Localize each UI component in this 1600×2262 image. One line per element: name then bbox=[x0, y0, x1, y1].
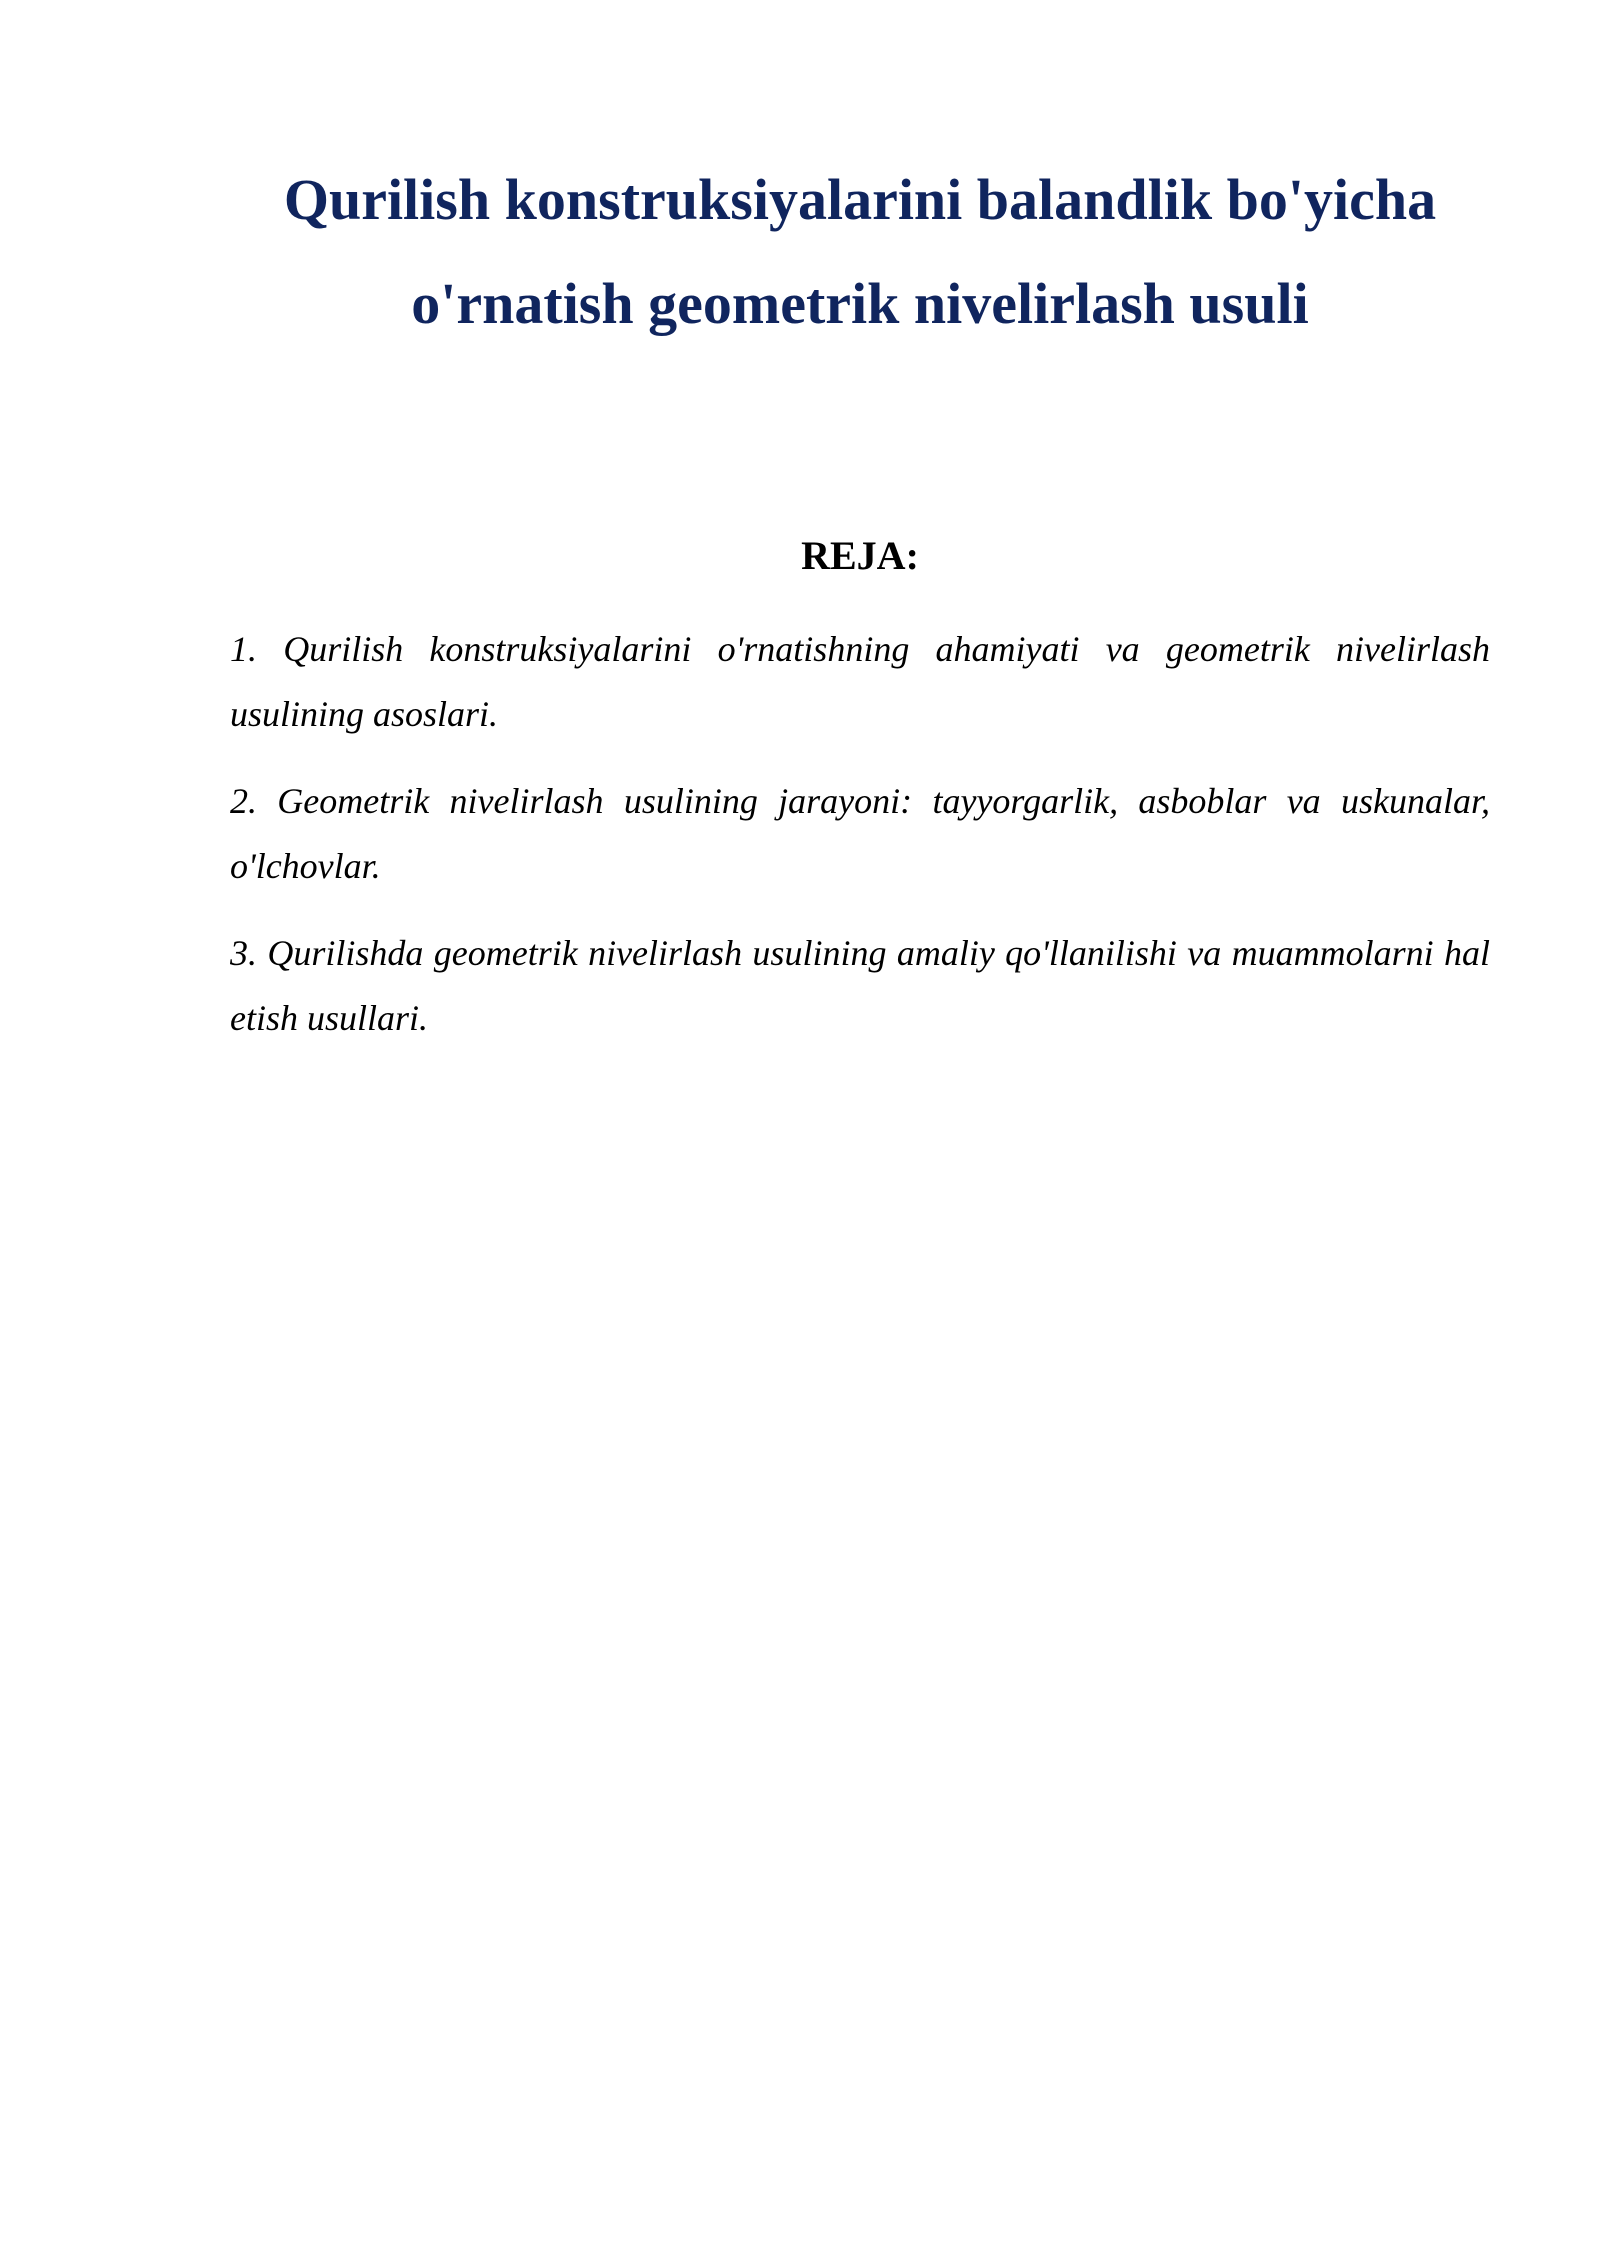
plan-item-3: 3. Qurilishda geometrik nivelirlash usulining amaliy qo'llanilishi va muammolarni hal etish usullari. bbox=[230, 933, 1490, 1038]
plan-heading: REJA: bbox=[801, 533, 919, 578]
plan-list bbox=[230, 617, 1490, 1073]
plan-item-1: 1. Qurilish konstruksiyalarini o'rnatishning ahamiyati va geometrik nivelirlash usulining asoslari. bbox=[230, 629, 1490, 734]
plan-item-2: 2. Geometrik nivelirlash usulining jarayoni: tayyorgarlik, asboblar va uskunalar, o'lchovlar. bbox=[230, 781, 1490, 886]
document-title: Qurilish konstruksiyalarini balandlik bo'yicha o'rnatish geometrik nivelirlash usuli bbox=[283, 167, 1437, 336]
